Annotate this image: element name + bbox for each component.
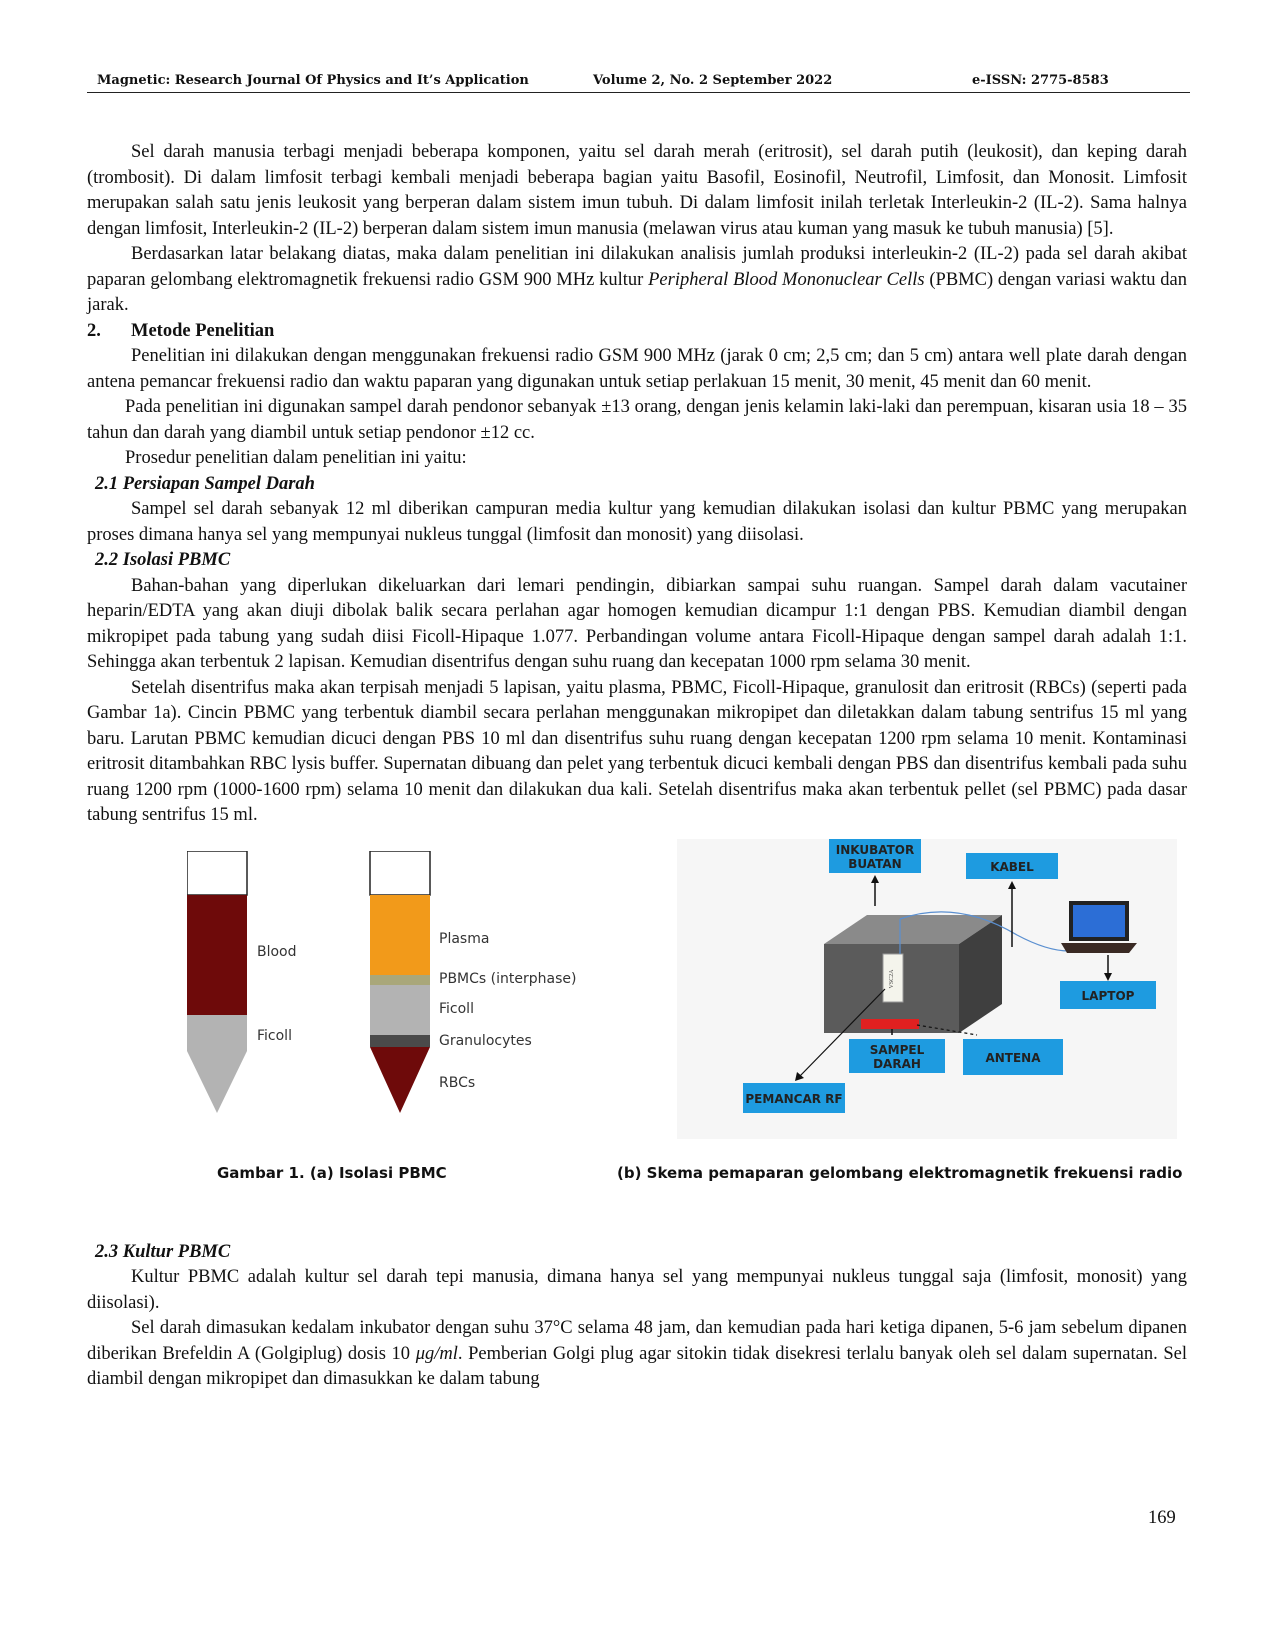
paragraph: Sel darah manusia terbagi menjadi beberapa komponen, yaitu sel darah merah (eritrosit), sel darah putih (leukosit), dan keping darah (trombosit). Di dalam limfosit terbagi kembali menjadi beberapa bagian yaitu Basofil, Eosinofil, Neutrofil, Limfosit, dan Monosit. Limfosit merupakan salah satu jenis leukosit yang berperan dalam sistem imun tubuh. Di dalam limfosit inilah terletak Interleukin-2 (IL-2). Sama halnya dengan limfosit, Interleukin-2 (IL-2) berperan dalam sistem imun manusia (melawan virus atau kuman yang masuk ke tubuh manusia) [5]. bbox=[87, 142, 1187, 239]
tube1-ficoll-layer bbox=[187, 1015, 247, 1113]
label-antenna: ANTENA bbox=[985, 1050, 1041, 1065]
label-ficoll: Ficoll bbox=[439, 1000, 474, 1017]
pbmc-isolation-diagram bbox=[187, 851, 617, 1151]
device-label: VSC2A bbox=[889, 968, 895, 989]
volume-info: Volume 2, No. 2 September 2022 bbox=[593, 73, 833, 88]
tube2-rbc-layer bbox=[370, 1047, 430, 1113]
page-number: 169 bbox=[1148, 1508, 1176, 1528]
laptop-screen bbox=[1073, 905, 1125, 937]
figure-1 bbox=[87, 839, 1187, 1234]
figure-caption-b: (b) Skema pemaparan gelombang elektromagnetik frekuensi radio bbox=[617, 1163, 1183, 1182]
figure-caption-a: Gambar 1. (a) Isolasi PBMC bbox=[217, 1163, 447, 1182]
tube2-empty bbox=[370, 851, 430, 895]
label-blood: Blood bbox=[257, 943, 297, 960]
subsection-heading: 2.1 Persiapan Sampel Darah bbox=[95, 473, 315, 494]
label-incubator: INKUBATOR bbox=[835, 842, 915, 857]
paragraph: Berdasarkan latar belakang diatas, maka dalam penelitian ini dilakukan analisis jumlah produksi interleukin-2 (IL-2) pada sel darah akibat paparan gelombang elektromagnetik frekuensi radio GSM 900 MHz kultur Peripheral Blood Mononuclear Cells (PBMC) dengan variasi waktu dan jarak. bbox=[87, 244, 1187, 315]
tube2-granulocyte-layer bbox=[370, 1035, 430, 1047]
tube2-ficoll-layer bbox=[370, 985, 430, 1035]
label-pbmcs: PBMCs (interphase) bbox=[439, 970, 577, 987]
subsection-heading: 2.3 Kultur PBMC bbox=[95, 1241, 231, 1262]
tube1-blood-layer bbox=[187, 895, 247, 1015]
label-laptop: LAPTOP bbox=[1081, 988, 1135, 1003]
section-heading: 2. Metode Penelitian bbox=[87, 320, 275, 341]
tube2-pbmc-layer bbox=[370, 975, 430, 985]
paragraph: Prosedur penelitian dalam penelitian ini yaitu: bbox=[125, 448, 467, 468]
page-body bbox=[87, 140, 1187, 1393]
paragraph: Sel darah dimasukan kedalam inkubator dengan suhu 37°C selama 48 jam, dan kemudian pada hari ketiga dipanen, 5-6 jam sebelum dipanen diberikan Brefeldin A (Golgiplug) dosis 10 μg/ml. Pemberian Golgi plug agar sitokin tidak disekresi terlalu banyak oleh sel dalam supernatan. Sel diambil dengan mikropipet dan dimasukkan ke dalam tabung bbox=[87, 1318, 1188, 1389]
journal-name: Magnetic: Research Journal Of Physics and It’s Application bbox=[97, 73, 529, 88]
label-incubator-2: BUATAN bbox=[848, 856, 902, 871]
paragraph: Kultur PBMC adalah kultur sel darah tepi manusia, dimana hanya sel yang mempunyai nukleus tunggal saja (limfosit, monosit) yang diisolasi). bbox=[87, 1267, 1187, 1313]
subsection-heading: 2.2 Isolasi PBMC bbox=[95, 550, 231, 570]
tube2-plasma-layer bbox=[370, 895, 430, 975]
label-transmitter: PEMANCAR RF bbox=[745, 1091, 843, 1106]
label-ficoll: Ficoll bbox=[257, 1027, 292, 1044]
label-rbcs: RBCs bbox=[439, 1074, 476, 1091]
paragraph: Penelitian ini dilakukan dengan menggunakan frekuensi radio GSM 900 MHz (jarak 0 cm; 2,5 cm; dan 5 cm) antara well plate darah dengan antena pemancar frekuensi radio dan waktu paparan yang digunakan untuk setiap perlakuan 15 menit, 30 menit, 45 menit dan 60 menit. bbox=[87, 346, 1187, 392]
label-sample: SAMPEL bbox=[869, 1042, 925, 1057]
laptop-base bbox=[1061, 943, 1137, 953]
label-cable: KABEL bbox=[990, 859, 1034, 874]
exposure-schema-diagram bbox=[677, 839, 1177, 1139]
paragraph: Sampel sel darah sebanyak 12 ml diberikan campuran media kultur yang kemudian dilakukan isolasi dan kultur PBMC yang merupakan proses dimana hanya sel yang mempunyai nukleus tunggal (limfosit dan monosit) yang diisolasi. bbox=[87, 499, 1187, 545]
paragraph: Pada penelitian ini digunakan sampel darah pendonor sebanyak ±13 orang, dengan jenis kelamin laki-laki dan perempuan, kisaran usia 18 – 35 tahun dan darah yang diambil untuk setiap pendonor ±12 cc. bbox=[87, 397, 1187, 443]
label-granulocytes: Granulocytes bbox=[439, 1032, 532, 1049]
paragraph: Setelah disentrifus maka akan terpisah menjadi 5 lapisan, yaitu plasma, PBMC, Ficoll-Hipaque, granulosit dan eritrosit (RBCs) (seperti pada Gambar 1a). Cincin PBMC yang terbentuk diambil secara perlahan menggunakan mikropipet dan diletakkan dalam tabung sentrifus 15 ml yang baru. Larutan PBMC kemudian dicuci dengan PBS 10 ml dan disentrifus suhu ruang dengan kecepatan 1200 rpm selama 10 menit. Kontaminasi eritrosit ditambahkan RBC lysis buffer. Supernatan dibuang dan pelet yang terbentuk dicuci kembali dengan PBS dan disentrifus kembali pada suhu ruang 1200 rpm (1000-1600 rpm) selama 10 menit dan dilakukan dua kali. Setelah disentrifus maka akan terbentuk pellet (sel PBMC) pada dasar tabung sentrifus 15 ml. bbox=[87, 677, 1187, 825]
sample-plate bbox=[861, 1019, 919, 1029]
paragraph: Bahan-bahan yang diperlukan dikeluarkan dari lemari pendingin, dibiarkan sampai suhu ruangan. Sampel darah dalam vacutainer heparin/EDTA yang akan diuji dibolak balik secara perlahan agar homogen kemudian dicampur 1:1 dengan PBS. Kemudian diambil dengan mikropipet pada tabung yang sudah diisi Ficoll-Hipaque 1.077. Perbandingan volume antara Ficoll-Hipaque dengan sampel darah adalah 1:1. Sehingga akan terbentuk 2 lapisan. Kemudian disentrifus dengan suhu ruang dan kecepatan 1000 rpm selama 30 menit. bbox=[87, 575, 1187, 672]
running-header bbox=[87, 70, 1190, 93]
label-plasma: Plasma bbox=[439, 930, 490, 947]
tube1-empty bbox=[187, 851, 247, 895]
issn: e-ISSN: 2775-8583 bbox=[972, 73, 1109, 88]
label-sample-2: DARAH bbox=[873, 1056, 921, 1071]
